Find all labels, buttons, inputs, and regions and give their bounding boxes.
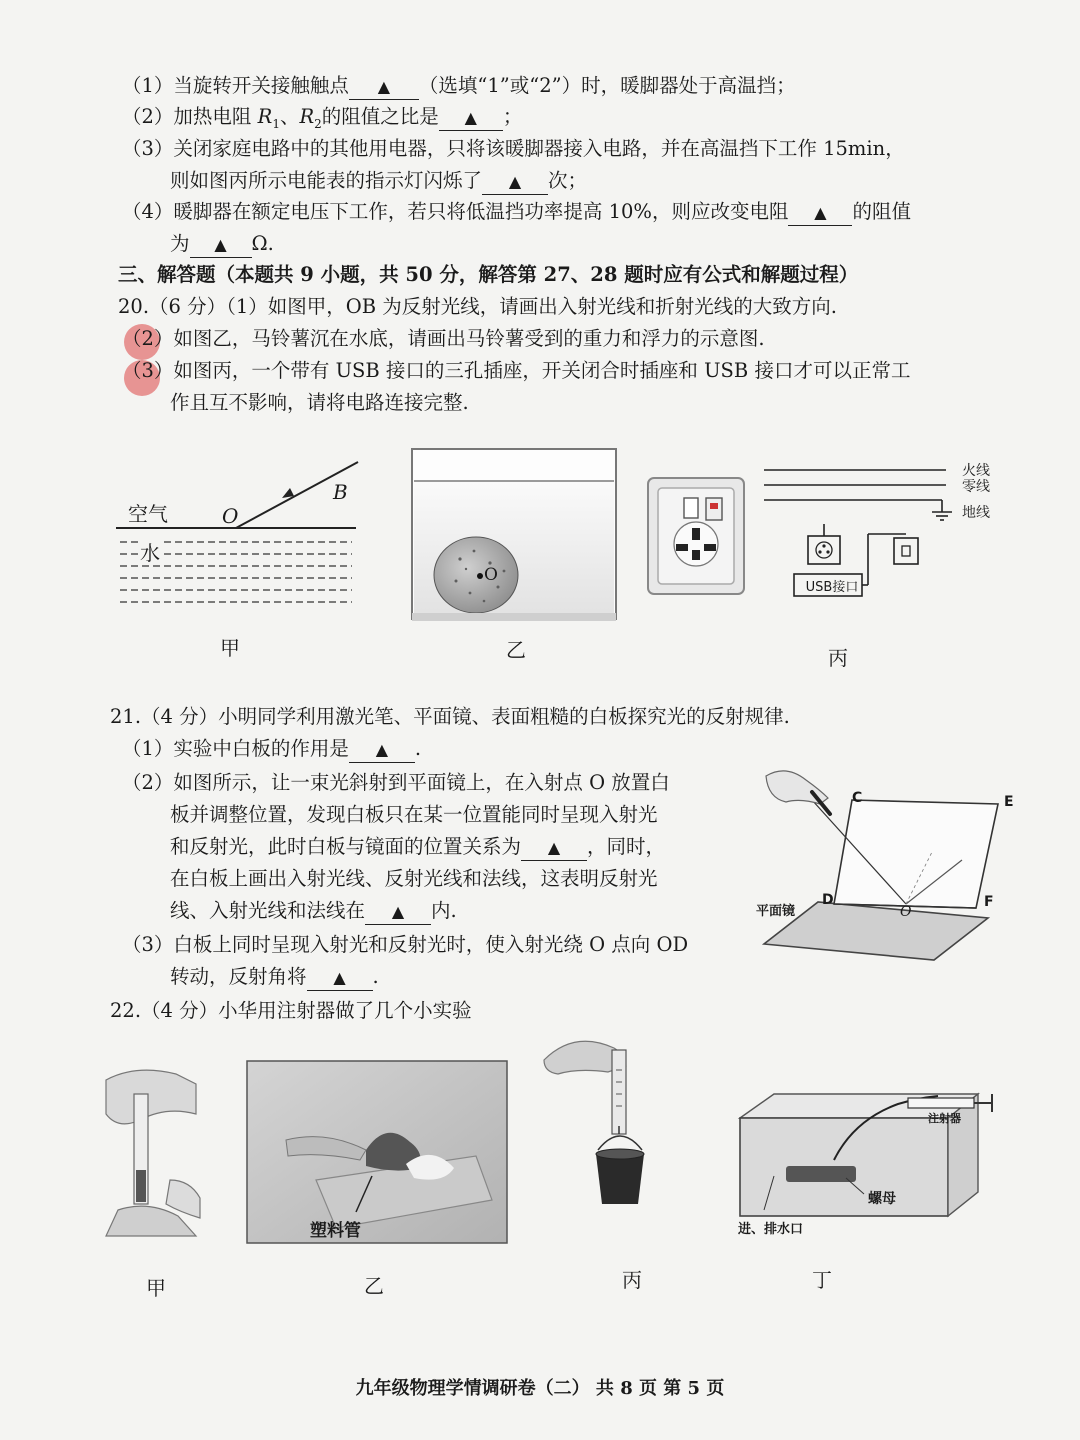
- label-live-wire: 火线: [962, 463, 990, 479]
- answer-blank[interactable]: ▲: [521, 835, 587, 861]
- fig-label-jia: 甲: [220, 636, 240, 660]
- label-neutral-wire: 零线: [962, 479, 990, 495]
- q19-part3-cont: 则如图丙所示电能表的指示灯闪烁了 ▲ 次；: [170, 166, 587, 196]
- q20-part2: （2）如图乙，马铃薯沉在水底，请画出马铃薯受到的重力和浮力的示意图.: [122, 327, 765, 350]
- label-point-o: O: [222, 504, 239, 528]
- section-3-heading: 三、解答题（本题共 9 小题，共 50 分，解答第 27、28 题时应有公式和解题过程）: [118, 263, 859, 286]
- fig-label-q22-yi: 乙: [364, 1274, 384, 1298]
- label-syringe: 注射器: [928, 1112, 961, 1125]
- answer-blank[interactable]: ▲: [482, 169, 548, 195]
- q22-stem: 22.（4 分）小华用注射器做了几个小实验: [110, 999, 472, 1022]
- answer-blank[interactable]: ▲: [788, 200, 852, 226]
- label-ground-wire: 地线: [962, 505, 990, 521]
- q21-stem: 21.（4 分）小明同学利用激光笔、平面镜、表面粗糙的白板探究光的反射规律.: [110, 705, 790, 728]
- page-footer: 九年级物理学情调研卷（二） 共 8 页 第 5 页: [355, 1378, 725, 1399]
- q20-stem: 20.（6 分）（1）如图甲，OB 为反射光线，请画出入射光线和折射光线的大致方向.: [118, 295, 837, 318]
- label-water-port: 进、排水口: [738, 1222, 804, 1237]
- label-usb-port: USB接口: [805, 580, 859, 595]
- q19-part3: （3）关闭家庭电路中的其他用电器，只将该暖脚器接入电路，并在高温挡下工作 15min，: [122, 137, 905, 160]
- answer-blank[interactable]: ▲: [349, 74, 419, 100]
- q21-part2-cont4: 线、入射光线和法线在 ▲ 内.: [170, 896, 457, 926]
- answer-blank[interactable]: ▲: [439, 105, 503, 131]
- label-plane-mirror: 平面镜: [756, 904, 796, 919]
- answer-blank[interactable]: ▲: [307, 965, 373, 991]
- q19-part1: （1）当旋转开关接触触点 ▲ （选填“1”或“2”）时，暖脚器处于高温挡；: [122, 71, 796, 101]
- q21-part2-cont3: 在白板上画出入射光线、反射光线和法线，这表明反射光: [170, 867, 658, 890]
- label-plastic-tube: 塑料管: [310, 1221, 361, 1241]
- fig-label-q22-jia: 甲: [146, 1276, 166, 1300]
- q21-part1: （1）实验中白板的作用是 ▲ .: [122, 734, 421, 764]
- fig-label-q22-ding: 丁: [812, 1268, 832, 1292]
- q21-part3: （3）白板上同时呈现入射光和反射光时，使入射光绕 O 点向 OD: [122, 933, 689, 956]
- label-nut: 螺母: [868, 1191, 896, 1207]
- fig-label-q22-bing: 丙: [622, 1268, 642, 1292]
- fig-label-bing: 丙: [828, 646, 848, 670]
- q19-part4-cont: 为 ▲ Ω.: [170, 229, 274, 259]
- q21-part3-cont: 转动，反射角将 ▲ .: [170, 962, 379, 992]
- label-water: 水: [140, 541, 160, 565]
- fig-label-yi: 乙: [506, 638, 526, 662]
- figure-reflection: [112, 450, 372, 615]
- figure-socket-photo: [646, 476, 748, 598]
- q19-part4: （4）暖脚器在额定电压下工作，若只将低温挡功率提高 10%，则应改变电阻 ▲ 的阻值: [122, 197, 911, 227]
- label-air: 空气: [128, 502, 168, 526]
- figure-syringe-hand: [100, 1060, 204, 1240]
- answer-blank[interactable]: ▲: [190, 232, 252, 258]
- label-point-c: C: [852, 790, 863, 806]
- figure-potato-tank: [408, 447, 622, 623]
- answer-blank[interactable]: ▲: [365, 899, 431, 925]
- figure-bucket-syringe: [540, 1030, 660, 1210]
- q19-part2: （2）加热电阻 $R_1$、$R_2$的阻值之比是 ▲ ；: [122, 105, 523, 131]
- figure-mirror-board: [756, 762, 1046, 968]
- label-point-b: B: [333, 480, 348, 504]
- q20-part3: （3）如图丙，一个带有 USB 接口的三孔插座，开关闭合时插座和 USB 接口才可以正常工: [122, 359, 911, 382]
- label-point-f: F: [984, 894, 994, 910]
- figure-plastic-tube: [246, 1060, 508, 1244]
- label-point-d: D: [822, 892, 834, 908]
- q21-part2-cont1: 板并调整位置，发现白板只在某一位置能同时呈现入射光: [170, 803, 658, 826]
- label-center-o: O: [484, 565, 498, 585]
- label-point-e: E: [1004, 794, 1014, 810]
- label-point-o-mirror: O: [900, 904, 912, 920]
- q21-part2: （2）如图所示，让一束光斜射到平面镜上，在入射点 O 放置白: [122, 771, 670, 794]
- q21-part2-cont2: 和反射光，此时白板与镜面的位置关系为 ▲ ，同时，: [170, 832, 665, 862]
- q20-part3-cont: 作且互不影响，请将电路连接完整.: [170, 391, 469, 414]
- answer-blank[interactable]: ▲: [349, 737, 415, 763]
